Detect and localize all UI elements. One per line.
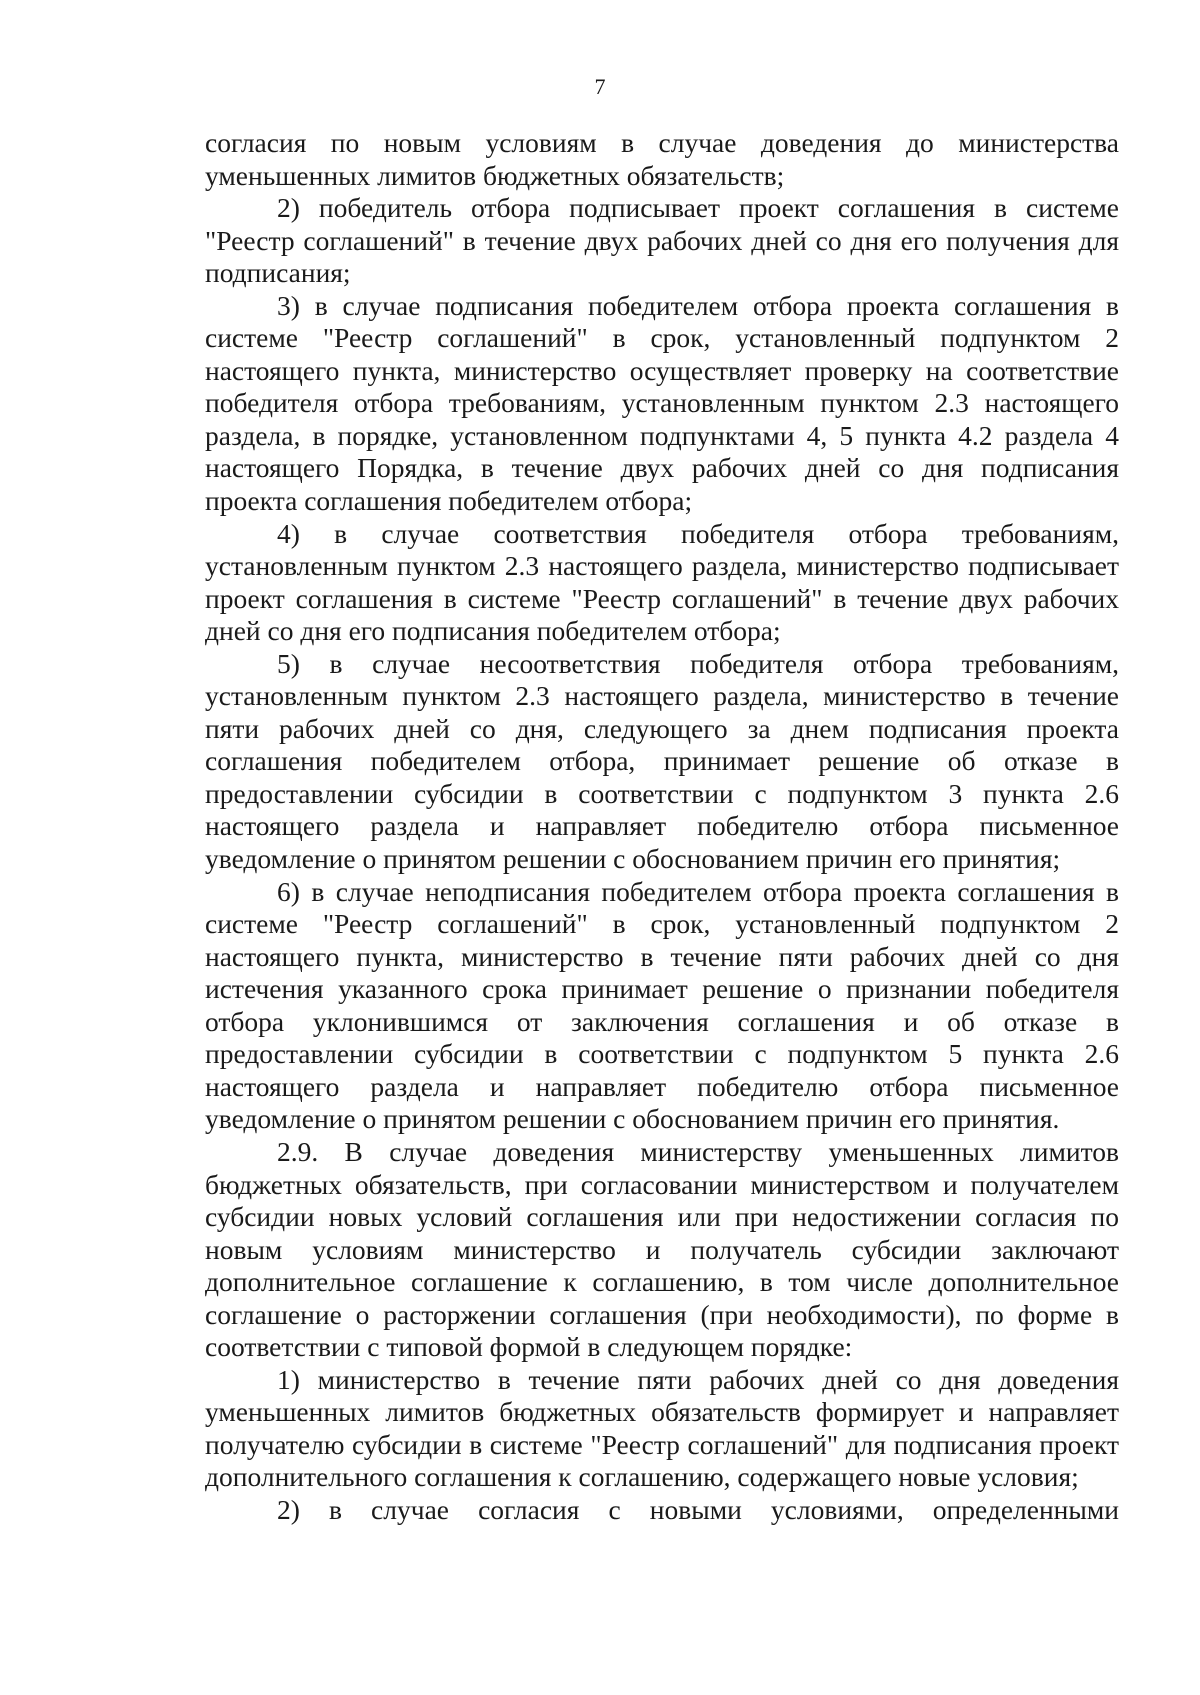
paragraph-item-4: 4) в случае соответствия победителя отбора требованиям, установленным пунктом 2.3 настоящего раздела, министерство подписывает проект соглашения в системе "Реестр соглашений" в течение двух рабочих дней со дня его подписания победителем отбора; [205, 517, 1119, 647]
paragraph-intro-continuation: согласия по новым условиям в случае доведения до министерства уменьшенных лимитов бюджетных обязательств; [205, 127, 1119, 191]
document-body [205, 127, 1119, 1527]
paragraph-item-2: 2) победитель отбора подписывает проект соглашения в системе "Реестр соглашений" в течение двух рабочих дней со дня его получения для подписания; [205, 192, 1119, 289]
paragraph-item-5: 5) в случае несоответствия победителя отбора требованиям, установленным пунктом 2.3 настоящего раздела, министерство в течение пяти рабочих дней со дня, следующего за днем подписания проекта соглашения победителем отбора, принимает решение об отказе в предоставлении субсидии в соответствии с подпунктом 3 пункта 2.6 настоящего раздела и направляет победителю отбора письменное уведомление о принятом решении с обоснованием причин его принятия; [205, 647, 1119, 875]
paragraph-item-6: 6) в случае неподписания победителем отбора проекта соглашения в системе "Реестр соглашений" в срок, установленный подпунктом 2 настоящего пункта, министерство в течение пяти рабочих дней со дня истечения указанного срока принимает решение о признании победителя отбора уклонившимся от заключения соглашения и об отказе в предоставлении субсидии в соответствии с подпунктом 5 пункта 2.6 настоящего раздела и направляет победителю отбора письменное уведомление о принятом решении с обоснованием причин его принятия. [205, 875, 1119, 1135]
page-number: 7 [594, 74, 606, 99]
paragraph-2-9-item-1: 1) министерство в течение пяти рабочих дней со дня доведения уменьшенных лимитов бюджетных обязательств формирует и направляет получателю субсидии в системе "Реестр соглашений" для подписания проект дополнительного соглашения к соглашению, содержащего новые условия; [205, 1363, 1119, 1493]
paragraph-section-2-9: 2.9. В случае доведения министерству уменьшенных лимитов бюджетных обязательств, при согласовании министерством и получателем субсидии новых условий соглашения или при недостижении согласия по новым условиям министерство и получатель субсидии заключают дополнительное соглашение к соглашению, в том числе дополнительное соглашение о расторжении соглашения (при необходимости), по форме в соответствии с типовой формой в следующем порядке: [205, 1135, 1119, 1363]
paragraph-2-9-item-2: 2) в случае согласия с новыми условиями, определенными [277, 1493, 1119, 1525]
paragraph-item-3: 3) в случае подписания победителем отбора проекта соглашения в системе "Реестр соглашений" в срок, установленный подпунктом 2 настоящего пункта, министерство осуществляет проверку на соответствие победителя отбора требованиям, установленным пунктом 2.3 настоящего раздела, в порядке, установленном подпунктами 4, 5 пункта 4.2 раздела 4 настоящего Порядка, в течение двух рабочих дней со дня подписания проекта соглашения победителем отбора; [205, 289, 1119, 517]
